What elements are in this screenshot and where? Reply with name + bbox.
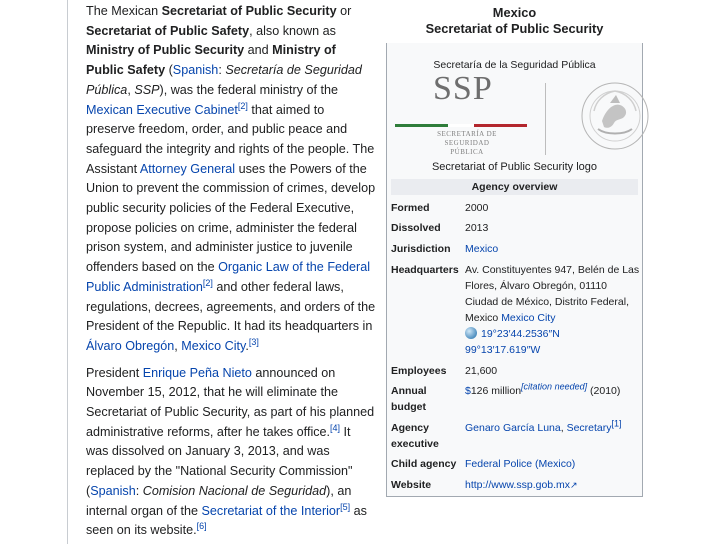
logo-subtitle xyxy=(427,130,507,157)
text: ( xyxy=(165,63,173,78)
infobox-title-line2: Secretariat of Public Security xyxy=(425,21,604,36)
coordinates-longitude-link[interactable]: 99°13′17.619″W xyxy=(465,344,541,356)
citation-1[interactable]: [1] xyxy=(611,418,622,429)
external-link-icon: ↗ xyxy=(570,480,578,490)
bold-term: Secretariat of Public Safety xyxy=(86,23,250,38)
link-alvaro-obregon[interactable]: Álvaro Obregón xyxy=(86,338,175,353)
executive-role-link[interactable]: Secretary xyxy=(566,422,612,434)
link-spanish[interactable]: Spanish xyxy=(172,63,219,78)
ssp-logo-letters: SSP xyxy=(433,70,493,107)
citation-5[interactable]: [5] xyxy=(340,501,351,512)
dissolved-value: 2013 xyxy=(465,222,489,234)
text: and other federal laws, regulations, decrees, agreements, and orders of the President of the Republic. It had its headquarters in xyxy=(86,279,376,334)
text: , also known as xyxy=(249,23,336,38)
budget-value xyxy=(465,383,641,399)
jurisdiction-value-wrap xyxy=(465,241,641,257)
employees-label: Employees xyxy=(391,365,447,377)
citation-6[interactable]: [6] xyxy=(196,521,207,532)
logo-divider xyxy=(545,83,546,155)
globe-icon xyxy=(465,327,477,339)
article-body xyxy=(86,2,376,548)
link-enrique-pena-nieto[interactable]: Enrique Peña Nieto xyxy=(142,365,252,380)
italic-term: Secretaría de Seguridad Pública xyxy=(86,63,362,97)
agency-logo[interactable] xyxy=(387,70,642,159)
text: uses the Powers of the Union to prevent the commission of crimes, develop public security policies of the Federal Executive, propose policies on crime, administer the federal prison system, and administer justice to juvenile offenders based on the xyxy=(86,161,376,275)
website-value-wrap xyxy=(465,477,641,493)
infobox-title xyxy=(386,1,643,43)
formed-value: 2000 xyxy=(465,202,489,214)
italic-term: Comision Nacional de Seguridad xyxy=(142,483,327,498)
coordinates-latitude-link[interactable]: 19°23′44.2536″N xyxy=(481,328,560,340)
budget-year: (2010) xyxy=(587,385,621,397)
dissolved-label: Dissolved xyxy=(391,222,441,234)
website-label: Website xyxy=(391,479,432,491)
spanish-name: Secretaría de la Seguridad Pública xyxy=(433,59,596,71)
link-organic-law[interactable]: Organic Law of the Federal Public Administration xyxy=(86,260,371,294)
budget-label-line1: Annual xyxy=(391,385,427,397)
logo-caption: Secretariat of Public Security logo xyxy=(431,161,598,173)
link-mexico-city[interactable]: Mexico City xyxy=(181,338,246,353)
headquarters-city-link[interactable]: Mexico City xyxy=(501,312,556,324)
budget-amount: 126 million xyxy=(470,385,522,397)
paragraph-2 xyxy=(86,364,376,541)
bold-term: Ministry of Public Security xyxy=(86,43,245,58)
formed-label: Formed xyxy=(391,202,430,214)
link-spanish-2[interactable]: Spanish xyxy=(90,483,136,498)
citation-2[interactable]: [2] xyxy=(237,100,248,111)
child-agency-label: Child agency xyxy=(391,458,457,470)
text: : xyxy=(218,63,226,78)
executive-label-line1: Agency xyxy=(391,422,429,434)
logo-subtitle-line2: SEGURIDAD PÚBLICA xyxy=(444,139,490,156)
text: and xyxy=(244,43,273,58)
citation-4[interactable]: [4] xyxy=(330,422,341,433)
text: announced on November 15, 2012, that he will eliminate the Secretariat of Public Security, as part of his planned administrative reforms, after he takes office. xyxy=(86,365,375,439)
infobox xyxy=(386,5,643,497)
dollar-link[interactable]: $ xyxy=(465,385,471,397)
headquarters-label: Headquarters xyxy=(391,264,459,276)
text: ), was the federal ministry of the xyxy=(159,82,338,97)
jurisdiction-label: Jurisdiction xyxy=(391,243,451,255)
executive-value xyxy=(465,420,641,436)
infobox-title-line1: Mexico xyxy=(492,5,537,20)
executive-name-link[interactable]: Genaro García Luna xyxy=(465,422,561,434)
citation-2b[interactable]: [2] xyxy=(202,277,213,288)
executive-separator: , xyxy=(560,422,567,434)
text: President xyxy=(86,365,143,380)
budget-label xyxy=(391,383,463,415)
text: It was dissolved on January 3, 2013, and was replaced by the "National Security Commission" ( xyxy=(86,424,353,498)
citation-needed-link[interactable]: [citation needed] xyxy=(521,381,588,392)
jurisdiction-link[interactable]: Mexico xyxy=(465,243,499,255)
text: : xyxy=(135,483,143,498)
text: , xyxy=(127,82,135,97)
website-link[interactable]: http://www.ssp.gob.mx xyxy=(465,479,571,491)
headquarters-value xyxy=(465,262,641,358)
paragraph-1 xyxy=(86,2,376,357)
bold-term: Secretariat of Public Security xyxy=(161,4,337,18)
child-agency-value-wrap xyxy=(465,456,641,472)
bold-term: Ministry of Public Safety xyxy=(86,43,336,78)
executive-label-line2: executive xyxy=(391,438,439,450)
text: The Mexican xyxy=(86,4,162,18)
mexican-coat-of-arms-icon xyxy=(580,81,650,151)
child-agency-link[interactable]: Federal Police (Mexico) xyxy=(465,458,576,470)
executive-label xyxy=(391,420,463,452)
link-mexican-executive-cabinet[interactable]: Mexican Executive Cabinet xyxy=(86,102,238,117)
section-agency-overview: Agency overview xyxy=(391,179,638,195)
employees-value: 21,600 xyxy=(465,365,498,377)
citation-3[interactable]: [3] xyxy=(248,336,259,347)
text: that aimed to preserve freedom, order, and public peace and safeguard the integrity and rights of the people. The Assistant xyxy=(86,102,375,176)
text: , xyxy=(174,338,182,353)
logo-subtitle-line1: SECRETARÍA DE xyxy=(437,130,497,138)
budget-label-line2: budget xyxy=(391,401,426,413)
text: ), an internal organ of the xyxy=(86,483,352,518)
headquarters-address: Av. Constituyentes 947, Belén de Las Flores, Álvaro Obregón, 01110 Ciudad de México, Distrito Federal, Mexico xyxy=(465,264,640,324)
italic-term: SSP xyxy=(134,82,160,97)
logo-tricolor-bar xyxy=(395,124,527,127)
link-attorney-general[interactable]: Attorney General xyxy=(139,161,236,176)
text: or xyxy=(336,4,352,18)
text: . xyxy=(245,338,249,353)
text: as seen on its website. xyxy=(86,503,367,538)
link-secretariat-interior[interactable]: Secretariat of the Interior xyxy=(201,503,341,518)
content-border xyxy=(67,0,68,544)
